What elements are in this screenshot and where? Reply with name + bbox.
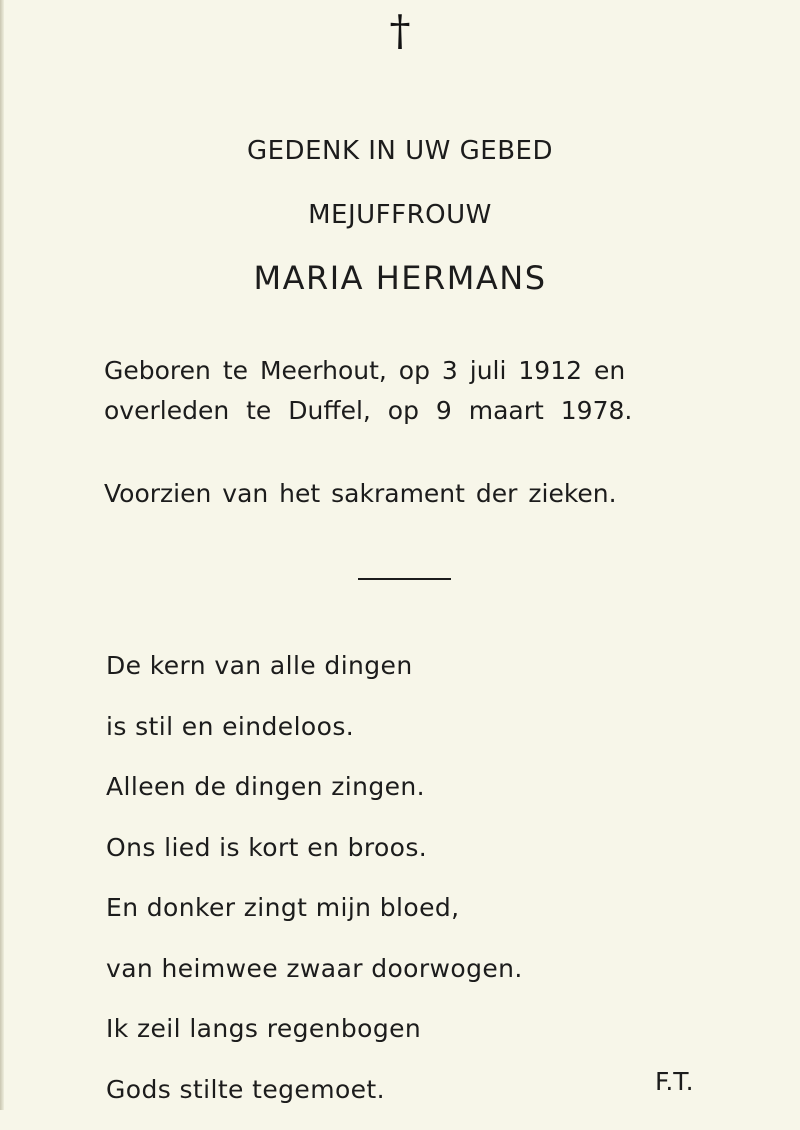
section-divider — [358, 578, 451, 580]
deceased-name: MARIA HERMANS — [0, 259, 800, 297]
cross-icon: † — [385, 10, 415, 52]
poem-line: Gods stilte tegemoet. — [106, 1070, 666, 1130]
poem-line: Ik zeil langs regenbogen — [106, 1009, 666, 1070]
death-line: overleden te Duffel, op 9 maart 1978. — [104, 391, 704, 431]
paper-edge — [0, 0, 4, 1110]
poem-line: Ons lied is kort en broos. — [106, 828, 666, 889]
poem — [106, 646, 666, 1130]
sacrament-line: Voorzien van het sakrament der zieken. — [104, 474, 704, 514]
poem-line: van heimwee zwaar doorwogen. — [106, 949, 666, 1010]
poem-line: is stil en eindeloos. — [106, 707, 666, 768]
poem-line: Alleen de dingen zingen. — [106, 767, 666, 828]
poem-line: De kern van alle dingen — [106, 646, 666, 707]
birth-line: Geboren te Meerhout, op 3 juli 1912 en — [104, 351, 704, 391]
invocation-heading: GEDENK IN UW GEBED — [0, 136, 800, 166]
author-initials: F.T. — [655, 1062, 694, 1102]
honorific-title: MEJUFFROUW — [0, 200, 800, 230]
poem-line: En donker zingt mijn bloed, — [106, 888, 666, 949]
